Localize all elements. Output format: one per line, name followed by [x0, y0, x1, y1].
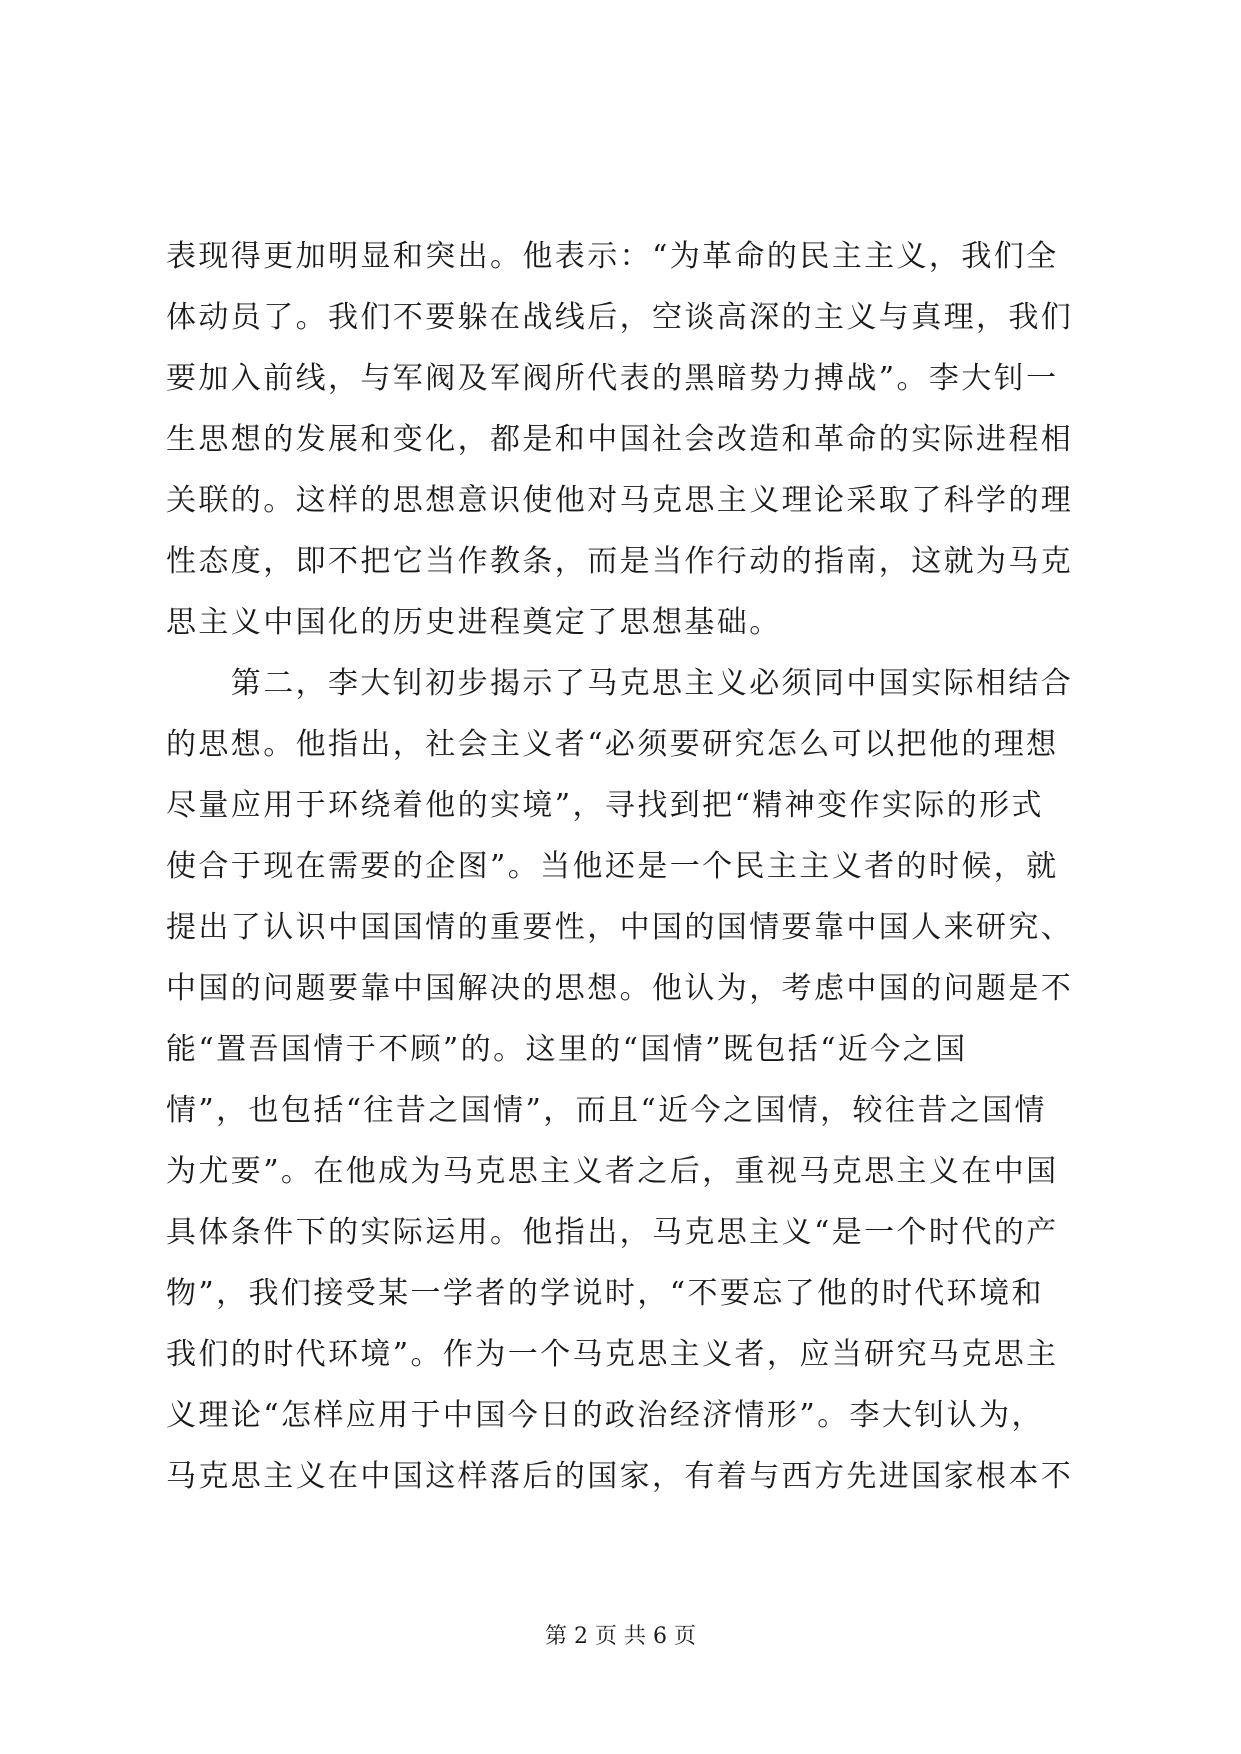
- text-line: 我们的时代环境”。作为一个马克思主义者，应当研究马克思主: [166, 1337, 1059, 1372]
- text-line: 思主义中国化的历史进程奠定了思想基础。: [166, 605, 782, 640]
- text-line: 为尤要”。在他成为马克思主义者之后，重视马克思主义在中国: [166, 1154, 1059, 1189]
- text-line: 提出了认识中国国情的重要性，中国的国情要靠中国人来研究、: [166, 910, 1074, 945]
- text-line: 具体条件下的实际运用。他指出，马克思主义“是一个时代的产: [166, 1215, 1059, 1250]
- text-line: 尽量应用于环绕着他的实境”，寻找到把“精神变作实际的形式: [166, 788, 1044, 823]
- body-text: [166, 226, 1076, 1507]
- text-line: 马克思主义在中国这样落后的国家，有着与西方先进国家根本不: [166, 1459, 1074, 1494]
- text-line: 要加入前线，与军阀及军阀所代表的黑暗势力搏战”。李大钊一: [166, 361, 1059, 396]
- text-line: 使合于现在需要的企图”。当他还是一个民主主义者的时候，就: [166, 849, 1059, 884]
- text-line: 第二，李大钊初步揭示了马克思主义必须同中国实际相结合: [166, 666, 1074, 701]
- text-line: 的思想。他指出，社会主义者“必须要研究怎么可以把他的理想: [166, 727, 1059, 762]
- page-number-footer: 第 2 页 共 6 页: [545, 1624, 696, 1649]
- text-line: 中国的问题要靠中国解决的思想。他认为，考虑中国的问题是不: [166, 971, 1074, 1006]
- text-line: 关联的。这样的思想意识使他对马克思主义理论采取了科学的理: [166, 483, 1074, 518]
- text-line: 性态度，即不把它当作教条，而是当作行动的指南，这就为马克: [166, 544, 1074, 579]
- text-line: 体动员了。我们不要躲在战线后，空谈高深的主义与真理，我们: [166, 300, 1074, 335]
- text-line: 情”，也包括“往昔之国情”，而且“近今之国情，较往昔之国情: [166, 1093, 1047, 1128]
- text-line: 物”，我们接受某一学者的学说时，“不要忘了他的时代环境和: [166, 1276, 1044, 1311]
- text-line: 能“置吾国情于不顾”的。这里的“国情”既包括“近今之国: [166, 1032, 968, 1067]
- text-line: 义理论“怎样应用于中国今日的政治经济情形”。李大钊认为，: [166, 1398, 1044, 1433]
- text-line: 生思想的发展和变化，都是和中国社会改造和革命的实际进程相: [166, 422, 1074, 457]
- text-line: 表现得更加明显和突出。他表示：“为革命的民主主义，我们全: [166, 239, 1059, 274]
